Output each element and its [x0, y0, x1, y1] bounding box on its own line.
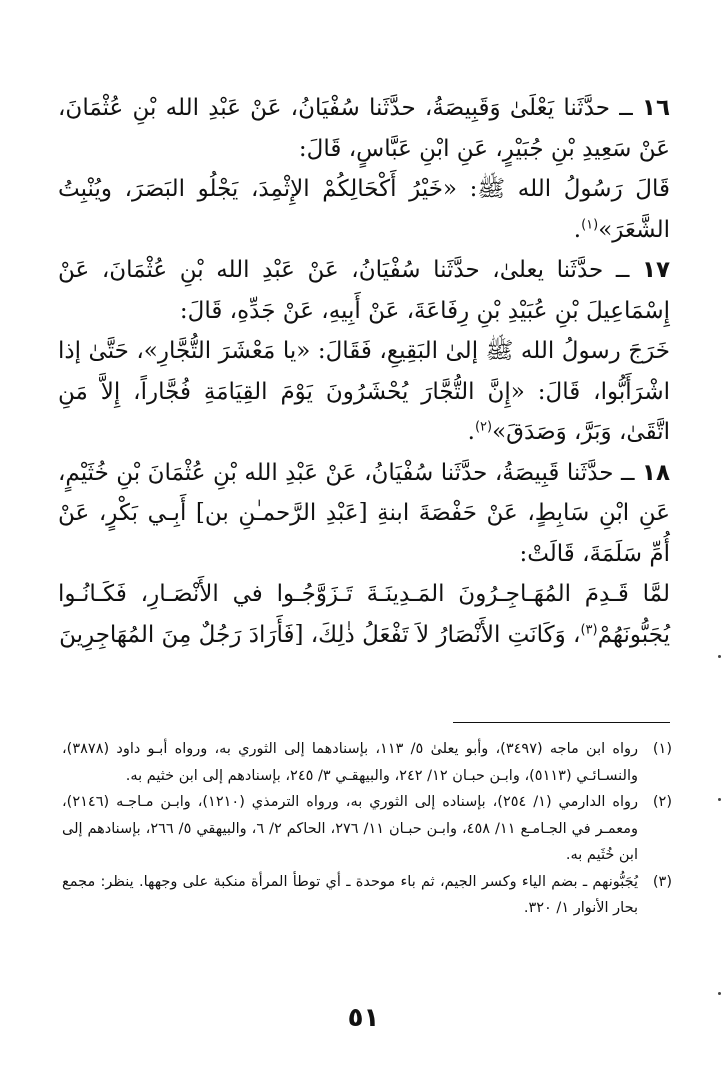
footnote-2: [62, 789, 672, 869]
hadith-16-matn: قَالَ رَسُولُ الله ﷺ: «خَيْرُ أَكْحَالِكُمْ الإِثْمِدَ، يَجْلُو البَصَرَ، ويُنْبِتُ الشَّعَرَ»$^{(١)}$.: [58, 176, 670, 243]
footnote-ref[interactable]: (٣): [580, 621, 598, 637]
hadith-number: ١٦: [641, 95, 670, 121]
hadith-18: [58, 453, 670, 575]
scan-dot: [718, 798, 721, 801]
hadith-16: [58, 88, 670, 169]
footnote-text: رواه ابن ماجه (٣٤٩٧)، وأبو يعلىٰ ٥/ ١١٣، بإسنادهما إلى الثوري به، ورواه أبـو داود (٣٨٧٨)، والنسـائـي (٥١١٣)، وابـن حبـان ١٢/ ٢٤٢، والبيهقـي ٣/ ٢٤٥، بإسنادهم إلى ابن خثيم به.: [62, 741, 639, 784]
footnote-ref[interactable]: (١): [581, 216, 599, 232]
main-text: [58, 88, 670, 655]
hadith-isnad: ــ حدَّثَنا يَعْلَىٰ وَقَبِيصَةُ، حدَّثَنا سُفْيَانُ، عَنْ عَبْدِ الله بْنِ عُثْمَانَ، عَنْ سَعِيدِ بْنِ جُبَيْرٍ، عَنِ ابْنِ عَبَّاسٍ، قَالَ:: [58, 95, 670, 162]
hadith-matn: خَرَجَ رسولُ الله ﷺ إلىٰ البَقِيعِ، فَقَالَ: «يا مَعْشَرَ التُّجَّارِ»، حَتَّىٰ إذا اشْرَأَبُّوا، قَالَ: «إِنَّ التُّجَّارَ يُحْشَرُونَ يَوْمَ القِيَامَةِ فُجَّاراً، إِلاَّ مَنِ اتَّقَىٰ، وَبَرَّ، وَصَدَقَ»: [58, 338, 670, 445]
footnote-3: [62, 869, 672, 922]
footnote-separator: [453, 722, 670, 723]
hadith-isnad: ــ حدَّثَنا يعلىٰ، حدَّثَنا سُفْيَانُ، عَنْ عَبْدِ الله بْنِ عُثْمَانَ، عَنْ إِسْمَاعِيلَ بْنِ عُبَيْدِ بْنِ رِفَاعَةَ، عَنْ أَبِيهِ، عَنْ جَدِّهِ، قَالَ:: [58, 257, 670, 324]
footnote-label: (١): [652, 741, 672, 757]
footnote-label: (٣): [652, 873, 672, 890]
footnotes: [62, 736, 672, 922]
footnote-1: [62, 736, 672, 789]
hadith-17: [58, 250, 670, 331]
scan-dot: [718, 992, 721, 995]
footnote-ref[interactable]: (٢): [474, 419, 493, 435]
hadith-matn: لمَّا قَـدِمَ المُهَـاجِـرُونَ المَـدِينَـةَ تَـزَوَّجُـوا في الأَنْصَـارِ، فَكَـانُـوا يُجَبُّونَهُمْ: [58, 581, 670, 648]
hadith-matn-cont: ، وَكَانَتِ الأَنْصَارُ لاَ تَفْعَلُ ذٰلِكَ، [فَأَرَادَ رَجُلٌ مِنَ المُهَاجِرِينَ: [59, 621, 581, 648]
scan-dot: [718, 655, 721, 658]
hadith-18-matn: [58, 574, 670, 655]
page-number: ٥١: [347, 1003, 380, 1033]
hadith-number: ١٧: [641, 257, 671, 283]
hadith-number: ١٨: [641, 459, 670, 486]
footnote-text: رواه الدارمي (١/ ٢٥٤)، بإسناده إلى الثوري به، ورواه الترمذي (١٢١٠)، وابـن مـاجـه (٢١٤٦)، ومعمـر في الجـامـع ١١/ ٤٥٨، وابـن حبـان ١١/ ٢٧٦، الحاكم ٢/ ٦، والبيهقي ٥/ ٢٦٦، بإسنادهم إلى ابن خُثَيم به.: [62, 794, 639, 863]
hadith-isnad: ــ حدَّثَنا قَبِيصَةُ، حدَّثَنا سُفْيَانُ، عَنْ عَبْدِ الله بْنِ عُثْمَانَ بْنِ خُثَيْمٍ، عَنِ ابْنِ سَابِطٍ، عَنْ حَفْصَةَ ابنةِ [عَبْدِ الرَّحمـٰنِ بن] أَبِـي بَكْرٍ، عَنْ أُمِّ سَلَمَةَ، قَالَتْ:: [58, 459, 670, 567]
hadith-matn: قَالَ رَسُولُ الله ﷺ: «خَيْرُ أَكْحَالِكُمْ الإِثْمِدَ، يَجْلُو البَصَرَ، ويُنْبِتُ الشَّعَرَ»: [58, 176, 670, 243]
footnote-label: (٢): [652, 794, 672, 810]
hadith-17-matn: خَرَجَ رسولُ الله ﷺ إلىٰ البَقِيعِ، فَقَالَ: «يا مَعْشَرَ التُّجَّارِ»، حَتَّىٰ إذا اشْرَأَبُّوا، قَالَ: «إِنَّ التُّجَّارَ يُحْشَرُونَ يَوْمَ القِيَامَةِ فُجَّاراً، إِلاَّ مَنِ اتَّقَىٰ، وَبَرَّ، وَصَدَقَ»$^{(٢)}$.: [58, 338, 670, 445]
footnote-text: يُجَبُّونهم ـ بضم الياء وكسر الجيم، ثم باء موحدة ـ أي توطأ المرأة منكبة على وجهها. ينظر: مجمع بحار الأنوار ١/ ٣٢٠.: [62, 873, 638, 916]
